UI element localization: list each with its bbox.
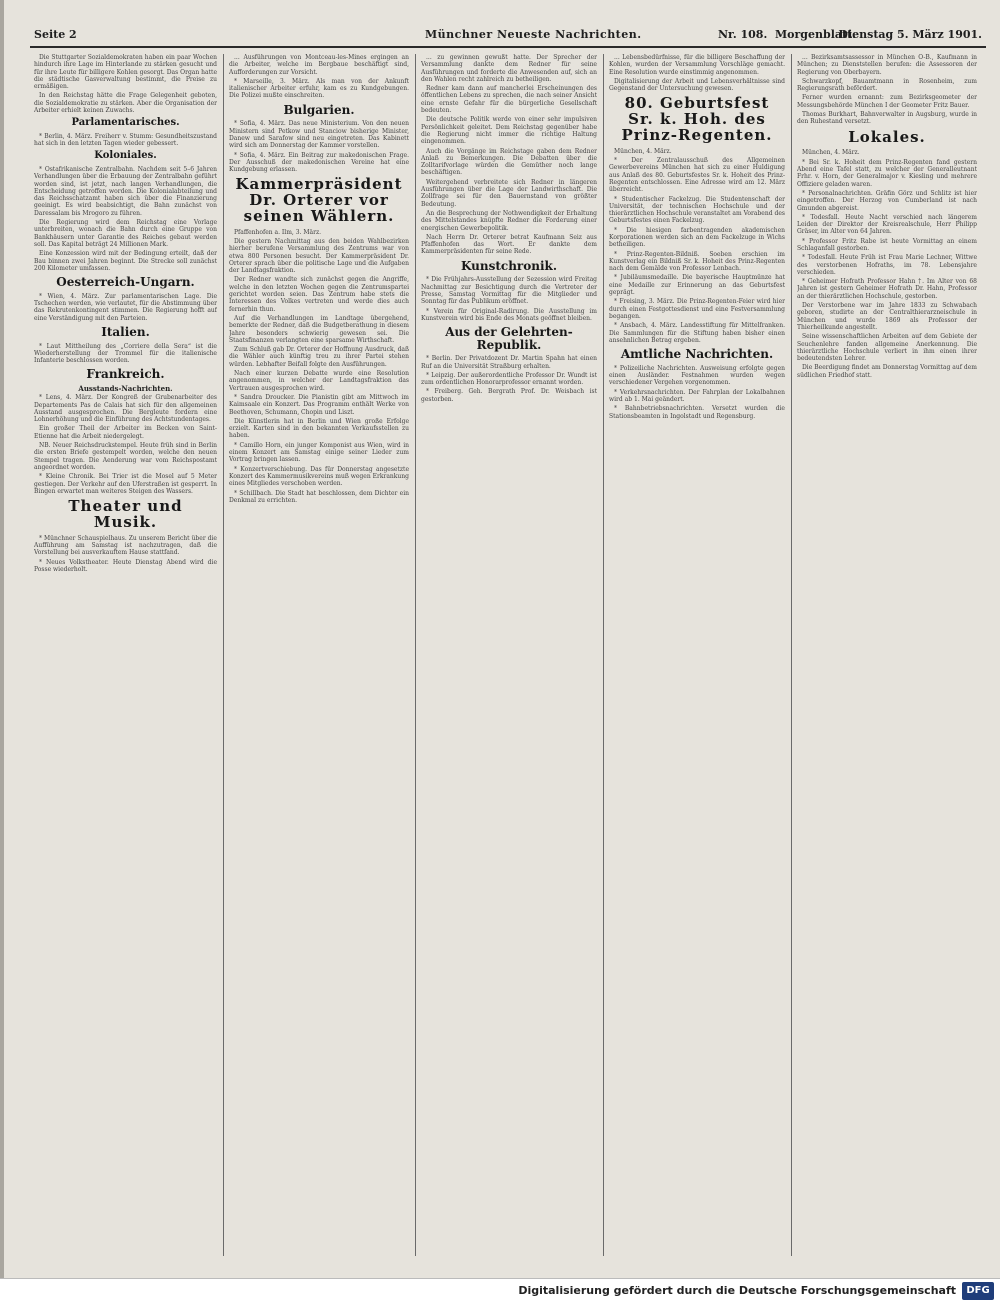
article-paragraph: Ein großer Theil der Arbeiter im Becken von Saint-Etienne hat die Arbeit niedergelegt. xyxy=(34,425,217,440)
section-heading: Oesterreich-Ungarn. xyxy=(56,275,195,290)
section-heading: Bulgarien. xyxy=(283,102,355,117)
article-paragraph: * Verein für Original-Radirung. Die Ausstellung im Kunstverein wird bis Ende des Monats geöffnet bleiben. xyxy=(421,307,597,322)
article-paragraph: * Laut Mittheilung des „Corriere della Sera“ ist die Wiederherstellung der Trommel für die italienische Infanterie beschlossen worden. xyxy=(34,342,217,365)
column-4 xyxy=(609,54,785,1256)
section-heading: Theater und Musik. xyxy=(68,497,183,531)
column-rule xyxy=(223,54,224,1256)
article-paragraph: Zum Schluß gab Dr. Orterer der Hoffnung Ausdruck, daß die Wähler auch künftig treu zu ihrer Partei stehen würden. Lebhafter Beifall folgte den Ausführungen. xyxy=(229,346,409,368)
column-5 xyxy=(797,54,977,1256)
article-paragraph: * Geheimer Hofrath Professor Hahn †. Im Alter von 68 Jahren ist gestern Geheimer Hofrath Dr. Hahn, Professor an der thierärztlichen Hochschule, gestorben. xyxy=(797,278,977,300)
article-paragraph: Nach Herrn Dr. Orterer betrat Kaufmann Seiz aus Pfaffenhofen das Wort. Er dankte dem Kammerpräsidenten für seine Rede. xyxy=(421,233,597,256)
article-paragraph: * Camillo Horn, ein junger Komponist aus Wien, wird in einem Konzert am Samstag einige seiner Lieder zum Vortrag bringen lassen. xyxy=(229,441,409,464)
column-rule xyxy=(415,54,416,1256)
article-paragraph: * Sofia, 4. März. Das neue Ministerium. Von den neuen Ministern sind Petkow und Stanciow bisherige Minister, Danew und Sarafow sind neu eingetreten. Das Kabinett wird sich am Donnerstag der Kammer vorstellen. xyxy=(229,120,409,150)
issue-date: Dienstag 5. März 1901. xyxy=(838,28,982,41)
article-paragraph: Die Künstlerin hat in Berlin und Wien große Erfolge erzielt. Karten sind in den bekannten Verkaufsstellen zu haben. xyxy=(229,417,409,440)
article-paragraph: Auf die Verhandlungen im Landtage übergehend, bemerkte der Redner, daß die Budgetberathung in diesem Jahre besonders schwierig gewesen sei. Die Staatsfinanzen verlangten eine sparsame Wirthschaft. xyxy=(229,314,409,344)
article-paragraph: * Münchner Schauspielhaus. Zu unserem Bericht über die Aufführung am Samstag ist nachzutragen, daß die Vorstellung bei ausverkauftem Hause stattfand. xyxy=(34,534,217,557)
article-paragraph: * Bei Sr. k. Hoheit dem Prinz-Regenten fand gestern Abend eine Tafel statt, zu welcher der Generalleutnant Frhr. v. Horn, der Generalmajor v. Kiesling und mehrere Offiziere geladen waren. xyxy=(797,158,977,188)
article-paragraph: * Wien, 4. März. Zur parlamentarischen Lage. Die Tschechen werden, wie verlautet, für die Abstimmung über das Rekrutenkontingent stimmen. Die Regierung hofft auf eine Verständigung mit den Parteien. xyxy=(34,292,217,322)
article-paragraph: * Der Zentralausschuß des Allgemeinen Gewerbevereins München hat sich zu einer Huldigung aus Anlaß des 80. Geburtsfestes Sr. k. Hoheit des Prinz-Regenten entschlossen. Eine Adresse wird am 12. März überreicht. xyxy=(609,157,785,194)
article-paragraph: * Freiberg. Geh. Bergrath Prof. Dr. Weisbach ist gestorben. xyxy=(421,388,597,403)
article-paragraph: * Marseille, 3. März. Als man von der Ankunft italienischer Arbeiter erfuhr, kam es zu Kundgebungen. Die Polizei mußte einschreiten. xyxy=(229,77,409,100)
article-paragraph: * Todesfall. Heute Nacht verschied nach längerem Leiden der Direktor der Kreisrealschule, Herr Philipp Gräser, im Alter von 64 Jahren. xyxy=(797,213,977,236)
column-3 xyxy=(421,54,597,1256)
article-paragraph: * Kleine Chronik. Bei Trier ist die Mosel auf 5 Meter gestiegen. Der Verkehr auf den Uferstraßen ist gesperrt. In Bingen erwartet man weiteres Steigen des Wassers. xyxy=(34,473,217,495)
article-paragraph: * Verkehrsnachrichten. Der Fahrplan der Lokalbahnen wird ab 1. Mai geändert. xyxy=(609,388,785,403)
article-paragraph: Eine Konzession wird mit der Bedingung erteilt, daß der Bau binnen zwei Jahren beginnt. Die Strecke soll zunächst 200 Kilometer umfassen. xyxy=(34,250,217,272)
article-paragraph: Nach einer kurzen Debatte wurde eine Resolution angenommen, in welcher der Landtagsfraktion das Vertrauen ausgesprochen wird. xyxy=(229,370,409,392)
article-paragraph: Seine wissenschaftlichen Arbeiten auf dem Gebiete der Seuchenlehre fanden allgemeine Anerkennung. Die thierärztliche Hochschule verliert in ihm einen ihrer bedeutendsten Lehrer. xyxy=(797,333,977,363)
article-paragraph: ... zu gewinnen gewußt hatte. Der Sprecher der Versammlung dankte dem Redner für seine Ausführungen und forderte die Anwesenden auf, sich an den Wahlen recht zahlreich zu betheiligen. xyxy=(421,54,597,83)
article-paragraph: Schwarzkopf, Bauamtmann in Rosenheim, zum Regierungsrath befördert. xyxy=(797,77,977,93)
digitization-footer xyxy=(0,1278,1000,1302)
section-heading: Frankreich. xyxy=(86,367,165,382)
article-paragraph: * Ostafrikanische Zentralbahn. Nachdem seit 5–6 Jahren Verhandlungen über die Erbauung der Zentralbahn geführt worden sind, ist jetzt, nach langen Verhandlungen, die Entscheidung getroffen worden. Die Kolonialabteilung und das Reichsschatzamt haben sich über die Finanzierung geeinigt. Es wird beabsichtigt, die Bahn zunächst von Daressalam bis Mrogoro zu führen. xyxy=(34,165,217,217)
article-paragraph: * Prinz-Regenten-Bildniß. Soeben erschien im Kunstverlag ein Bildniß Sr. k. Hoheit des Prinz-Regenten nach dem Gemälde von Professor Lenbach. xyxy=(609,250,785,273)
article-paragraph: * Professor Fritz Rabe ist heute Vormittag an einem Schlaganfall gestorben. xyxy=(797,237,977,252)
section-heading: Amtliche Nachrichten. xyxy=(620,347,774,362)
article-paragraph: An die Besprechung der Nothwendigkeit der Erhaltung des Mittelstandes knüpfte Redner die Forderung einer energischen Gewerbepolitik. xyxy=(421,209,597,232)
article-paragraph: Auch die Vorgänge im Reichstage gaben dem Redner Anlaß zu Bemerkungen. Die Debatten über die Zolltarifvorlage würden die Gemüther noch lange beschäftigen. xyxy=(421,147,597,177)
article-paragraph: Weitergehend verbreitete sich Redner in längeren Ausführungen über die Lage der Landwirthschaft. Die Zollfrage sei für den Bauernstand von größter Bedeutung. xyxy=(421,178,597,208)
article-paragraph: Redner kam dann auf mancherlei Erscheinungen des öffentlichen Lebens zu sprechen, die nach seiner Ansicht eine ernste Gefahr für die bürgerliche Gesellschaft bedeuten. xyxy=(421,85,597,115)
section-heading: Aus der Gelehrten-Republik. xyxy=(445,325,573,352)
subheading: Ausstands-Nachrichten. xyxy=(78,383,173,393)
article-paragraph: * Lens, 4. März. Der Kongreß der Grubenarbeiter des Departements Pas de Calais hat sich für den allgemeinen Ausstand ausgesprochen. Die Bergleute fordern eine Lohnerhöhung und die Einführung des Achtstundentages. xyxy=(34,394,217,424)
article-paragraph: * Bahnbetriebsnachrichten. Versetzt wurden die Stationsbeamten in Ingolstadt und Regensburg. xyxy=(609,405,785,420)
funding-credit: Digitalisierung gefördert durch die Deutsche Forschungsgemeinschaft xyxy=(518,1284,956,1297)
article-paragraph: ... Lebensbedürfnisse, für die billigere Beschaffung der Kohlen, wurden der Versammlung Vorschläge gemacht. Eine Resolution wurde einstimmig angenommen. xyxy=(609,54,785,76)
article-paragraph: * Die hiesigen farbentragenden akademischen Korporationen werden sich an dem Fackelzuge in Wichs betheiligen. xyxy=(609,226,785,249)
article-paragraph: * Polizeiliche Nachrichten. Ausweisung erfolgte gegen einen Ausländer. Festnahmen wurden wegen verschiedener Vergehen vorgenommen. xyxy=(609,364,785,387)
section-heading: Koloniales. xyxy=(94,150,157,162)
newspaper-title: Münchner Neueste Nachrichten. xyxy=(425,28,642,41)
article-paragraph: Ferner wurden ernannt: zum Bezirksgeometer der Messungsbehörde München I der Geometer Fritz Bauer. xyxy=(797,94,977,109)
page-number: Seite 2 xyxy=(34,28,77,41)
section-heading: Kunstchronik. xyxy=(460,258,558,273)
article-paragraph: In den Reichstag hätte die Frage Gelegenheit geboten, die Sozialdemokratie zu stärken. Aber die Organisation der Arbeiter erhielt keinen Zuwachs. xyxy=(34,92,217,115)
article-paragraph: ... Bezirksamtsassessor in München O-B., Kaufmann in München; zu Dienststellen berufen: die Assessoren der Regierung von Oberbayern. xyxy=(797,54,977,76)
article-paragraph: Der Redner wandte sich zunächst gegen die Angriffe, welche in den letzten Wochen gegen die Zentrumspartei gerichtet worden seien. Das Zentrum habe stets die Interessen des Volkes vertreten und werde dies auch fernerhin thun. xyxy=(229,276,409,313)
section-heading: Italien. xyxy=(101,324,150,339)
article-paragraph: Die Stuttgarter Sozialdemokraten haben ein paar Wochen hindurch ihre Lage im Hinterlande zu stärken gesucht und für ihre Leute für billigere Kohlen gesorgt. Das Organ hatte die städtische Gasverwaltung bestimmt, die Preise zu ermäßigen. xyxy=(34,54,217,91)
article-paragraph: München, 4. März. xyxy=(802,149,860,157)
article-paragraph: * Sandra Droucker. Die Pianistin gibt am Mittwoch im Kaimsaale ein Konzert. Das Programm enthält Werke von Beethoven, Schumann, Chopin und Liszt. xyxy=(229,393,409,416)
article-paragraph: * Konzertverschiebung. Das für Donnerstag angesetzte Konzert des Kammermusikvereins muß wegen Erkrankung eines Mitgliedes verschoben werden. xyxy=(229,465,409,488)
article-paragraph: * Neues Volkstheater. Heute Dienstag Abend wird die Posse wiederholt. xyxy=(34,558,217,573)
article-paragraph: Die gestern Nachmittag aus den beiden Wahlbezirken hierher berufene Versammlung des Zentrums war von etwa 800 Personen besucht. Der Kammerpräsident Dr. Orterer sprach über die politische Lage und die Aufgaben der Landtagsfraktion. xyxy=(229,238,409,275)
article-paragraph: * Berlin. Der Privatdozent Dr. Martin Spahn hat einen Ruf an die Universität Straßburg erhalten. xyxy=(421,355,597,370)
dfg-logo-icon: DFG xyxy=(962,1282,994,1300)
article-paragraph: Die deutsche Politik werde von einer sehr impulsiven Persönlichkeit geleitet. Dem Reichstag gegenüber habe die Regierung nicht immer die richtige Haltung eingenommen. xyxy=(421,116,597,146)
article-paragraph: * Studentischer Fackelzug. Die Studentenschaft der Universität, der technischen Hochschule und der thierärztlichen Hochschule veranstaltet am Vorabend des Geburtsfestes einen Fackelzug. xyxy=(609,195,785,225)
masthead xyxy=(30,28,986,48)
article-paragraph: * Sofia, 4. März. Ein Beitrag zur makedonischen Frage. Der Ausschuß der makedonischen Vereine hat eine Kundgebung erlassen. xyxy=(229,151,409,174)
article-paragraph: * Berlin, 4. März. Freiherr v. Stumm: Gesundheitszustand hat sich in den letzten Tagen wieder gebessert. xyxy=(34,132,217,148)
article-paragraph: * Todesfall. Heute Früh ist Frau Marie Lechner, Wittwe des verstorbenen Hofraths, im 78. Lebensjahre verschieden. xyxy=(797,254,977,276)
section-heading: Lokales. xyxy=(848,127,926,146)
article-paragraph: Pfaffenhofen a. Ilm, 3. März. xyxy=(234,228,322,236)
article-paragraph: NB. Neuer Reichsdruckstempel. Heute früh sind in Berlin die ersten Briefe gestempelt worden, welche den neuen Stempel tragen. Die Aenderung war vom Reichspostamt angeordnet worden. xyxy=(34,442,217,471)
article-paragraph: * Personalnachrichten. Gräfin Görz und Schlitz ist hier eingetroffen. Der Herzog von Cumberland ist nach Gmunden abgereist. xyxy=(797,189,977,212)
column-rule xyxy=(603,54,604,1256)
article-paragraph: Die Beerdigung findet am Donnerstag Vormittag auf dem südlichen Friedhof statt. xyxy=(797,364,977,379)
article-paragraph: ... Ausführungen von Montceau-les-Mines ergingen an die Arbeiter, welche im Bergbaue beschäftigt sind, Aufforderungen zur Vorsicht. xyxy=(229,54,409,76)
section-heading: Parlamentarisches. xyxy=(71,117,180,129)
article-paragraph: * Ansbach, 4. März. Landesstiftung für Mittelfranken. Die Sammlungen für die Stiftung haben bisher einen ansehnlichen Betrag ergeben. xyxy=(609,322,785,344)
article-paragraph: Der Verstorbene war im Jahre 1833 zu Schwabach geboren, studirte an der Centralthierarzneischule in München und wurde 1869 als Professor der Thierheilkunde angestellt. xyxy=(797,302,977,331)
article-paragraph: Digitalisierung der Arbeit und Lebensverhältnisse sind Gegenstand der Untersuchung gewesen. xyxy=(609,77,785,93)
article-paragraph: Thomas Burkhart, Bahnverwalter in Augsburg, wurde in den Ruhestand versetzt. xyxy=(797,111,977,126)
column-1 xyxy=(34,54,217,1256)
article-paragraph: Die Regierung wird dem Reichstag eine Vorlage unterbreiten, wonach die Bahn durch eine Gruppe von Bankhäusern unter Garantie des Reiches gebaut werden soll. Das Kapital beträgt 24 Millionen Mark. xyxy=(34,219,217,248)
section-heading: Kammerpräsident Dr. Orterer vor seinen Wählern. xyxy=(235,175,403,225)
article-paragraph: * Schillbach. Die Stadt hat beschlossen, dem Dichter ein Denkmal zu errichten. xyxy=(229,489,409,504)
article-paragraph: * Leipzig. Der außerordentliche Professor Dr. Wundt ist zum ordentlichen Honorarprofessor ernannt worden. xyxy=(421,371,597,387)
section-heading: 80. Geburtsfest Sr. k. Hoh. des Prinz-Regenten. xyxy=(621,94,773,144)
article-paragraph: * Die Frühjahrs-Ausstellung der Sezession wird Freitag Nachmittag zur Besichtigung durch die Vertreter der Presse, Samstag Vormittag für die Mitglieder und Sonntag für das Publikum eröffnet. xyxy=(421,276,597,306)
column-rule xyxy=(791,54,792,1256)
column-2 xyxy=(229,54,409,1256)
article-paragraph: * Jubiläumsmedaille. Die bayerische Hauptmünze hat eine Medaille zur Erinnerung an das Geburtsfest geprägt. xyxy=(609,274,785,297)
article-paragraph: München, 4. März. xyxy=(614,147,672,155)
edition-label: Morgenblatt. xyxy=(775,28,856,41)
article-paragraph: * Freising, 3. März. Die Prinz-Regenten-Feier wird hier durch einen Festgottesdienst und eine Festversammlung begangen. xyxy=(609,298,785,320)
issue-number: Nr. 108. xyxy=(718,28,768,41)
